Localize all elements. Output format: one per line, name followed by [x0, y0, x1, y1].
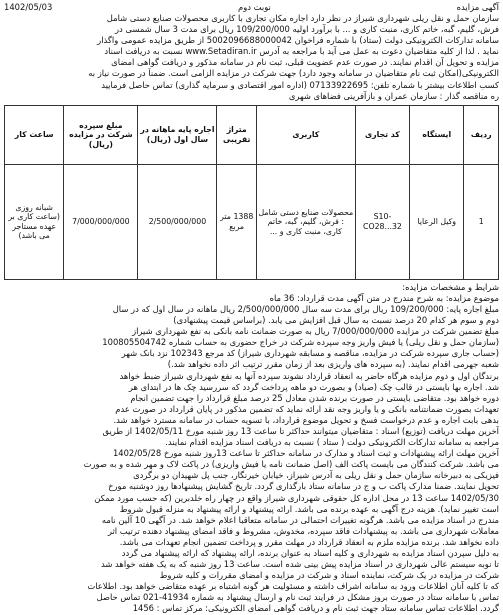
- condition-line: (حساب جاری سپرده شرکت در مزایده، مناقصه و مسابقه شهرداری شیراز) کد مرجع 102343 نزد بانک شهر: [121, 348, 499, 359]
- condition-line: فیزیکی به دبیرخانه سازمان حمل و نقل ریلی به آدرس شیراز، خیابان خیرنگار، جنب پل شهیدان دو برگردی: [133, 470, 499, 481]
- condition-line: داده نخواهد شد. برنده مزایده ملزم به انعقاد قرارداد در مهلت مقرر و پرداخت تضمین انجام تعهدات می باشد.: [119, 536, 499, 547]
- condition-line: مبلغ اجاره پایه: 109/200/000 ریال برای مدت سه سال 2/500/000/000 ریال ماهانه در سال اول که در سال: [112, 303, 499, 314]
- cell-rent: 2/500/000/000: [138, 164, 217, 279]
- condition-line: به دلیل سپردن اسناد مزایده به شهرداری و کلیه اسناد به عنوان برنده، ارائه پیشنهاد که ارائه پیشنهاد می گردد: [121, 548, 499, 558]
- tender-notice: [4, 0, 499, 615]
- conditions-paragraph: [4, 293, 499, 615]
- conditions-title: شرایط و مشخصات مزایده:: [402, 281, 499, 292]
- cell-index: 1: [464, 164, 499, 279]
- condition-line: 1402/05/30 ساعت 13 در محل اداره کل حقوقی شهرداری شیراز واقع در چهار راه خلدبرین (که حسب مورد ممکن: [94, 492, 499, 503]
- condition-line: برندگان اول و دوم مزایده هرگاه حاضر به انعقاد قرارداد نشوند سپرده آنها به نفع شهرداری شیراز ضبط خواهد: [119, 370, 499, 381]
- notice-round: نوبت دوم: [238, 2, 271, 12]
- col-header-rent: اجاره پایه ماهانه در سال اول (ریال): [138, 105, 217, 164]
- tender-table: [4, 105, 499, 280]
- col-header-index: ردیف: [464, 105, 499, 164]
- col-header-usage: کاربری: [256, 105, 355, 164]
- intro-line: مزایده و تحویل آن اقدام نمایند. در صورت عدم عضویت قبلی، ثبت نام در سامانه مذکور و دریافت گواهی امضای: [111, 57, 499, 68]
- condition-line: تماس با سامانه ستاد در صورت بروز مشکل در فرایند ثبت نام و ارسال پیشنهاد به شماره 41934-021 تماس حاصل: [96, 592, 499, 603]
- col-header-area: متراژ تقریبی: [217, 105, 257, 164]
- condition-line: معاملات شهرداری می باشد. به پیشنهادات فاقد سپرده، مخدوش، مشروط و فاقد امضای پیشنهاد دهنده ترتیب اثر: [107, 525, 499, 536]
- cell-station: وکیل الرعایا: [410, 164, 464, 279]
- condition-line: موضوع مزایده: به شرح مندرج در متن آگهی مدت قرارداد: 36 ماه: [269, 292, 499, 303]
- intro-line: سازمان حمل و نقل ریلی شهرداری شیراز در نظر دارد اجاره مکان تجاری با کاربری محصولات صنایع دستی شامل: [106, 13, 499, 23]
- col-header-station: ایستگاه: [410, 105, 464, 164]
- intro-line: نماید . لذا از کلیه متقاضیان دعوت به عمل می آید با مراجعه به آدرس www.Setadiran.ir نسبت به دریافت اسناد: [104, 46, 499, 57]
- condition-line: شد. اجاره بها بایستی در قالب چک (صیاد) و بصورت دو ماهه پرداخت گردد که سررسید چک ها در ابتدای هر: [128, 381, 499, 392]
- cell-usage: محصولات صنایع دستی شامل : فرش، گلیم، گبه، خاتم کاری، منبت کاری و ...: [256, 164, 355, 279]
- table-row: [5, 164, 499, 279]
- condition-line: شرکت در مزایده در یک شرکت، نماینده اسناد و شرکت در مزایده و امضای مقررات و کلیه شروط: [159, 570, 499, 581]
- condition-line: تعهدات بصورت ضمانتنامه بانکی و یا واریز وجه نقد ارائه نماید که تضمین مذکور در پایان قرارداد در صورت عدم: [115, 403, 499, 414]
- condition-line: گردد. اطلاعات تماس سامانه ستاد جهت ثبت نام و دریافت گواهی امضای الکترونیکی: مرکز تماس : 1456: [132, 603, 499, 614]
- condition-line: بدهی بابت اجاره و عدم درخواست فسخ و تحویل موضوع قرارداد، با تسویه حساب در سامانه مسترد خواهد شد.: [113, 414, 499, 425]
- cell-area: 1388 متر مربع: [217, 164, 257, 279]
- intro-line: ره مناقصه گذار : سازمان عمران و بازآفرینی فضاهای شهری: [288, 90, 499, 101]
- condition-line: شعبه جهرمی اقدام نمایند. (به سپرده های واریزی بعد از زمان مقرر ترتیب اثر داده نخواهد شد.): [167, 359, 499, 370]
- intro-line: کسب اطلاعات بیشتر با شماره تلفن: 07133922695 (اداره امور اقتصادی و سرمایه گذاری) تماس حاصل فرمایید: [101, 79, 499, 90]
- intro-paragraph: [4, 13, 499, 102]
- col-header-hours: ساعت کار: [5, 105, 64, 164]
- table-header-row: [5, 105, 499, 164]
- col-header-code: کد تجاری: [355, 105, 409, 164]
- col-header-deposit: مبلغ سپرده شرکت در مزایده (ریال): [64, 105, 138, 164]
- condition-line: مندرج در اسناد مزایده می باشد. هرگونه تغییرات احتمالی در سامانه متعاقبا اعلام خواهد شد. در آگهی 10 آلین نامه: [101, 514, 499, 525]
- condition-line: می باشد. شرکت کنندگان می بایست پاکت الف (اصل ضمانت نامه یا فیش واریزی) در پاکت لاک و مهر شده و به صورت: [83, 459, 499, 470]
- condition-line: تحویل نمایند. ضمنا مدارک پاکت ب و ج در سامانه ستاد بارگذاری گردد. تاریخ گشایش پیشنهادها روز دوشنبه مورخ: [108, 481, 499, 492]
- intro-line: فرش، گلیم، گبه، خاتم کاری، منبت کاری و ... با برآورد اولیه 109/200/000 ریال برای مدت 3 سال شمسی در: [114, 24, 499, 35]
- condition-line: تا نوبه سیستم عالی شهرداری در اسناد مزایده پیش بینی شده است. ساعت 13 روز شنبه که به یک هفته خواهد شد: [100, 559, 499, 570]
- condition-line: است تغییر نماید). هزینه درج آگهی به عهده برنده می باشد. ارائه پیشنهاد و ارائه پیشنهاد به منزله قبول شروط: [119, 503, 499, 514]
- condition-line: مبلغ تضمین شرکت در مزایده 7/000/000/000 ریال به صورت ضمانت نامه بانکی به نفع شهرداری شیراز: [132, 326, 499, 337]
- cell-code: S10-CO28...32: [355, 164, 409, 279]
- condition-line: آخرین مهلت دریافت (توزیع) اسناد : متقاضیان میتوانند حداکثر تا ساعت 13 روز شنبه مورخ 1402/05/11 از طریق: [102, 425, 499, 436]
- condition-line: دوره خواهد بود. متقاضی بایستی در صورت برنده شدن معادل 25 درصد مبلغ قرارداد را جهت تضمین انجام: [130, 392, 499, 403]
- notice-header: [4, 2, 499, 13]
- condition-line: دوم و سوم هر کدام 20 درصد نسبت به سال قبل افزایش می یابد. (براساس قیمت پیشنهادی): [173, 315, 499, 326]
- condition-line: آخرین مهلت ارائه پیشنهادات و ثبت اسناد و مدارک در سامانه حداکثر تا ساعت 13روز شنبه مورخ 1402/05/28: [112, 448, 499, 459]
- condition-line: که تا کلیه آنان اطلاعات ورود به سامانه اشراف داشته و مسئولیت هر گونه اشتباه بر عهده متقاضی خواهد بود. اطلاعات: [87, 581, 499, 592]
- condition-line: مراجعه به سامانه تدارکات الکترونیکی دولت ( ستاد ) نسبت به دریافت اسناد مزایده اقدام نمایند.: [165, 437, 499, 448]
- intro-line: الکترونیکی(امکان ثبت نام متقاضیان در سامانه وجود دارد) جهت شرکت در مزایده الزامی است. ضمناً در صورت نیاز به: [88, 68, 499, 79]
- intro-line: سامانه تدارکات الکترونیکی دولت (ستاد) با شماره فراخوان 5002096688000042 از طریق مزایده عمومی واگذار: [97, 35, 499, 46]
- cell-hours: شبانه روزی (ساعت کاری بر عهده مستاجر می باشد): [5, 164, 64, 279]
- condition-line: (سازمان حمل و نقل ریلی) یا فیش واریز وجه سپرده شرکت در خراج حضوری به حساب شماره 100805504742: [102, 337, 499, 348]
- notice-title: آگهی مزایده: [456, 2, 499, 12]
- cell-deposit: 7/000/000/000: [64, 164, 138, 279]
- notice-date: 1402/05/03: [4, 2, 53, 12]
